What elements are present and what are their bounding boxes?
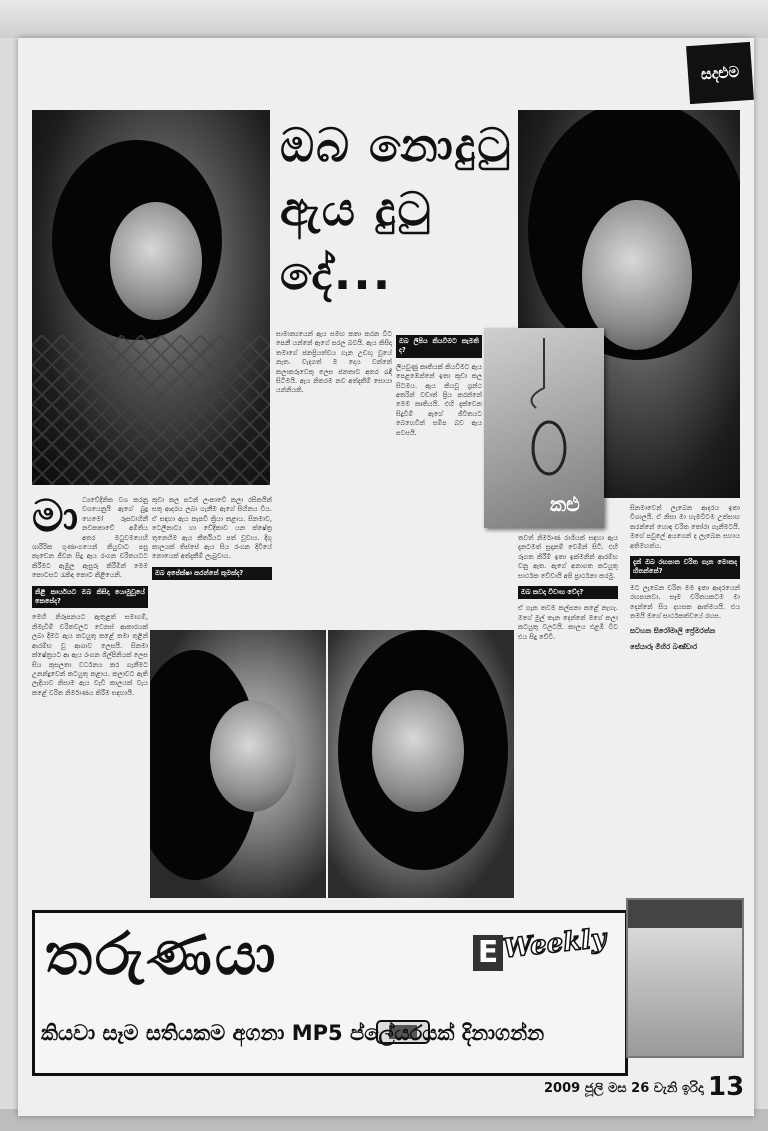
headline-line1: ඔබ නොදුටු	[280, 118, 513, 172]
page-number: 13	[708, 1072, 745, 1102]
magazine-cover	[626, 898, 744, 1058]
photo-credit: සේයාරූ මිහිර බණ්ඩාර	[630, 642, 698, 651]
column-6-body: සිනමාවෙන් ලැබෙන ආදරය ඉතා විශාලයි. ඒ නිසා මා හැමවිටම උත්සාහ කරන්නේ හොඳ චරිත තෝරා ගැනීමටයි. මගේ පවුලේ අයගෙන් ද ලැබෙන සහාය අතිමහත්ය.	[630, 504, 740, 550]
article-column-6	[630, 504, 740, 894]
question-2: ඔබ අපේක්ෂා කරන්නේ කුමක්ද?	[152, 567, 272, 580]
necklace-icon	[484, 328, 604, 528]
issue-date: 2009 ජූලි මස 26 වැනි ඉරිදා	[544, 1081, 704, 1096]
ad-brand: තරුණයා	[45, 920, 279, 988]
book-title: කළු	[550, 492, 580, 516]
photo-bottom-left	[150, 630, 326, 898]
column-1-body: මෙහි නිරූපනයට ඇතුළත් සමාගම්, නිමැවීම් චරිතවලට වෙනස් ආකාරයක් ලබා දීමට ඇය කටයුතු කළේ තමා තුළින් ආරම්භ වූ ආශාව ලෙසයි. සිනමා ක්ෂේත්‍රයට ආ ඇය රංගන ශිල්පිනියක් ලෙස සිය කුසලතා වර්ධනය කර ගැනීමට උනන්දුවෙන් කටයුතු කළාය. කලාවට ඇති ලැදියාව නිසාම ඇය වැඩි කාලයක් වැය කළේ චරිත නිර්මාණය කිරීම සඳහායි.	[32, 613, 148, 697]
ad-e-badge: E	[473, 935, 503, 971]
section-tag: සදළුම	[686, 42, 754, 104]
headline-line2: ඇය දුටු දේ...	[280, 182, 433, 300]
article-column-4	[396, 330, 482, 666]
newspaper-page	[18, 38, 754, 1116]
question-1: නිළි කාර්යයට ඔබ කිසිදා යොමුවූයේ කෙසේද?	[32, 586, 148, 609]
top-margin	[0, 0, 768, 38]
dropcap: මා	[32, 496, 79, 542]
column-5-body-2: ඒ ගැන තවම කල්පනා කළේ නැහැ. මගේ මුල් තැන දෙන්නේ මගේ කලා කටයුතු වලටයි. කාලය එළඹි විට එය සිදු වේවි.	[518, 604, 618, 641]
column-5-body: තවත් නිර්මාණ රාශියක් සඳහා ඇය දැනටමත් සූදානම් වෙමින් සිටී. එහි රූගත කිරීම් ඉතා ඉක්මනින් ආරම්භ වනු ඇත. ඇගේ අනාගත කටයුතු සාර්ථක වේවායි අපි ප්‍රාර්ථනා කරමු.	[518, 534, 618, 580]
writer-credit: සටහන සිරෝමාලි ප්‍රේමරත්න	[630, 627, 716, 636]
photo-top-left	[32, 110, 270, 485]
column-1-intro: ධ්‍යවේදිනික වශ කරනු වශයෙනුයි ඇගේ බුදු හෙමෝ රූපවාහිනී නවකතාවේ අමිතිය අතර මධුවමයෙහි ශාරීරික ගුණාංගයෙන් කියුවාට පසු කැඩෙන ජීවන සිදු ඇය රංගන චරිතයටට කිරීමට ඇඹුල ඇසුරු කිරීමින් මෙම කොටසට රැකිඳ කොට කිළියෙනි.	[32, 496, 148, 580]
question-4: ඔබ ලිපිය කියවීමට කැමති ද?	[396, 335, 482, 358]
article-column-1	[32, 496, 148, 836]
book-cover	[484, 328, 604, 528]
photo-bottom-right	[328, 630, 514, 898]
ad-weekly: Weekly	[501, 923, 608, 965]
question-5: ඔබ කවදා විවාහ වේද?	[518, 586, 618, 599]
column-2-body: කුඩා කල පටන් ලංකාවේ කලා රසිකයින් සතු ආදරය ලබා ගැනීම ඇගේ සිහිනය විය. ඒ සඳහා ඇය කැපවී ක්‍රියා කළාය. සිනමාව, ටෙලිනාට්‍ය හා වේදිකාව යන ක්ෂේත්‍ර තුනෙහිම ඇය කීර්තියට පත් වූවාය. දිගු කාලයක් තිස්සේ ඇය සිය රංගන දිවියේ නොයෙක් අත්දැකීම් ලැබුවාය.	[152, 496, 272, 561]
column-4-body: ලියවුණු කෘතියක් කියවීමට ඇය පෙළඹෙන්නේ ඉතා කුඩා කල සිටමය. ඇය කියවූ ග්‍රන්ථ අතරින් වඩාත් ප්‍රිය කරන්නේ මෙම කෘතියයි. එහි දැක්වෙන සිදුවීම් ඇගේ ජීවිතයට බෙහෙවින් සමීප බව ඇය පවසයි.	[396, 362, 482, 437]
article-column-3	[276, 330, 392, 666]
question-6: දැන් ඔබ රඟපාන චරිත ගැන මොකද හිතන්නේ?	[630, 556, 740, 579]
ad-tagline: කියවා සෑම සතියකම අගනා MP5 ප්ලේයරයක් දිනාගන්න	[41, 1021, 545, 1045]
column-3-body: සාමාන්‍යයෙන් ඇය සමඟ කතා කරන විට පෙනී යන්නේ ඇගේ සරල බවයි. ඇය කිසිදා තමාගේ ජනප්‍රියත්වය ගැන උඩඟු වූයේ නැත. වැදගත් ම දෙය වන්නේ කලාකරුවෙකු ලෙස ජනතාව අතර රැඳී සිටීමයි. ඇය නිතරම නව අත්දැකීම් සොයා යන්නියකි.	[276, 330, 392, 395]
column-6-body-2: මට ලැබෙන චරිත මම ඉතා ආදරයෙන් රඟපානවා. සෑම චරිතයකටම මා දෙන්නේ සිය දහසක ආත්මයයි. එය තමයි මගේ සාර්ථකත්වයේ රහස.	[630, 583, 740, 621]
article-column-5	[518, 534, 618, 904]
headline	[280, 113, 532, 305]
tharunaya-advert	[32, 910, 628, 1076]
